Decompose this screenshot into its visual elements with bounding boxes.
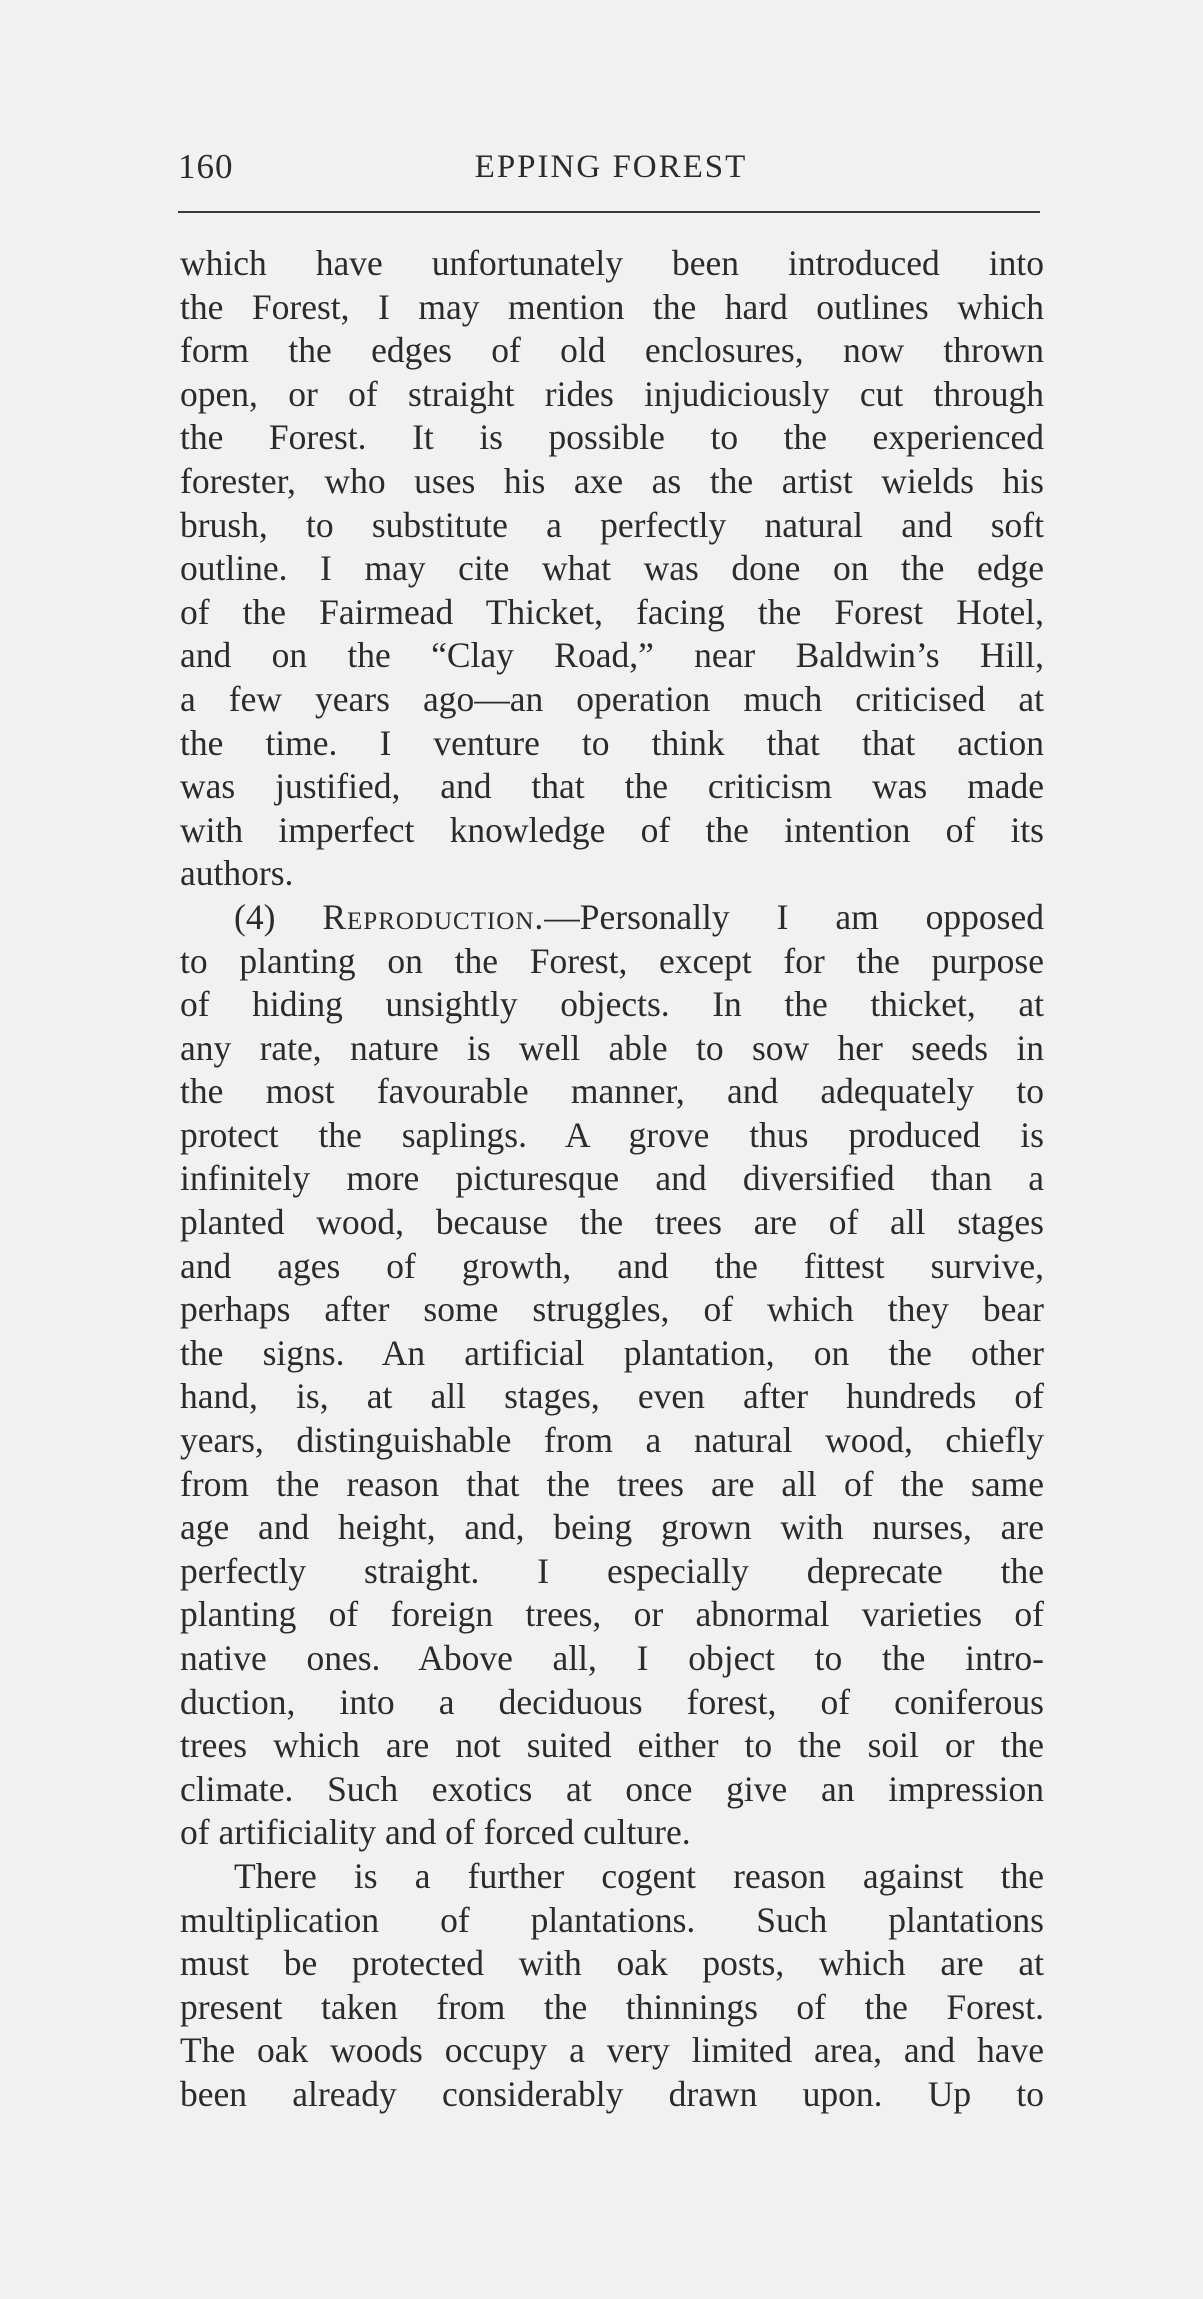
text-line: was justified, and that the criticism was made bbox=[180, 766, 1044, 807]
text-line: the most favourable manner, and adequately to bbox=[180, 1071, 1044, 1112]
text-line: protect the saplings. A grove thus produced is bbox=[180, 1114, 1044, 1155]
section-heading-continuation: —Personally I am opposed bbox=[544, 896, 1044, 937]
section-heading: Reproduction. bbox=[322, 896, 545, 937]
text-line: trees which are not suited either to the soil or the bbox=[180, 1725, 1044, 1766]
text-line: infinitely more picturesque and diversified than a bbox=[180, 1158, 1044, 1199]
text-line: planting of foreign trees, or abnormal varieties of bbox=[180, 1594, 1044, 1635]
text-line: duction, into a deciduous forest, of coniferous bbox=[180, 1681, 1044, 1722]
text-line: years, distinguishable from a natural wood, chiefly bbox=[180, 1420, 1044, 1461]
text-line: of hiding unsightly objects. In the thicket, at bbox=[180, 984, 1044, 1025]
body-text bbox=[180, 242, 1044, 2117]
text-line: native ones. Above all, I object to the intro- bbox=[180, 1638, 1044, 1678]
page-number: 160 bbox=[178, 147, 234, 186]
text-line: brush, to substitute a perfectly natural and soft bbox=[180, 504, 1044, 545]
text-line: which have unfortunately been introduced into bbox=[180, 243, 1044, 283]
running-title: EPPING FOREST bbox=[474, 149, 748, 185]
text-line: form the edges of old enclosures, now thrown bbox=[180, 330, 1044, 371]
text-line: age and height, and, being grown with nurses, are bbox=[180, 1507, 1044, 1548]
text-line: the Forest, I may mention the hard outlines which bbox=[180, 286, 1044, 327]
text-line: multiplication of plantations. Such plantations bbox=[180, 1899, 1044, 1940]
text-line: from the reason that the trees are all of the same bbox=[180, 1463, 1044, 1504]
text-line: the time. I venture to think that that action bbox=[180, 722, 1044, 763]
text-line: the Forest. It is possible to the experienced bbox=[180, 417, 1044, 458]
section-number: (4) bbox=[234, 896, 323, 937]
text-line: any rate, nature is well able to sow her seeds in bbox=[180, 1027, 1044, 1068]
text-line: perfectly straight. I especially deprecate the bbox=[180, 1550, 1044, 1591]
text-line: with imperfect knowledge of the intention of its bbox=[180, 809, 1044, 850]
text-line: climate. Such exotics at once give an impression bbox=[180, 1768, 1044, 1809]
running-head bbox=[178, 142, 1044, 192]
text-line: present taken from the thinnings of the Forest. bbox=[180, 1986, 1044, 2027]
header-rule bbox=[178, 211, 1040, 213]
text-line: of artificiality and of forced culture. bbox=[180, 1812, 691, 1853]
text-line: outline. I may cite what was done on the edge bbox=[180, 548, 1044, 589]
text-line: open, or of straight rides injudiciously cut through bbox=[180, 373, 1044, 414]
text-line: There is a further cogent reason against the bbox=[234, 1855, 1044, 1896]
text-line: The oak woods occupy a very limited area, and have bbox=[180, 2030, 1044, 2071]
text-line: of the Fairmead Thicket, facing the Forest Hotel, bbox=[180, 591, 1044, 632]
text-line: planted wood, because the trees are of all stages bbox=[180, 1202, 1044, 1243]
text-line: and on the “Clay Road,” near Baldwin’s Hill, bbox=[180, 635, 1044, 676]
text-line: the signs. An artificial plantation, on the other bbox=[180, 1332, 1044, 1373]
text-line: must be protected with oak posts, which are at bbox=[180, 1943, 1044, 1984]
text-line: to planting on the Forest, except for the purpose bbox=[180, 940, 1044, 981]
text-line: a few years ago—an operation much criticised at bbox=[180, 678, 1044, 719]
text-line: and ages of growth, and the fittest survive, bbox=[180, 1245, 1044, 1286]
section-heading-line bbox=[180, 896, 1044, 940]
text-line: hand, is, at all stages, even after hundreds of bbox=[180, 1376, 1044, 1417]
text-line: forester, who uses his axe as the artist wields his bbox=[180, 460, 1044, 501]
text-line: perhaps after some struggles, of which they bear bbox=[180, 1289, 1044, 1330]
text-line: authors. bbox=[180, 853, 294, 894]
text-line: been already considerably drawn upon. Up to bbox=[180, 2073, 1044, 2114]
